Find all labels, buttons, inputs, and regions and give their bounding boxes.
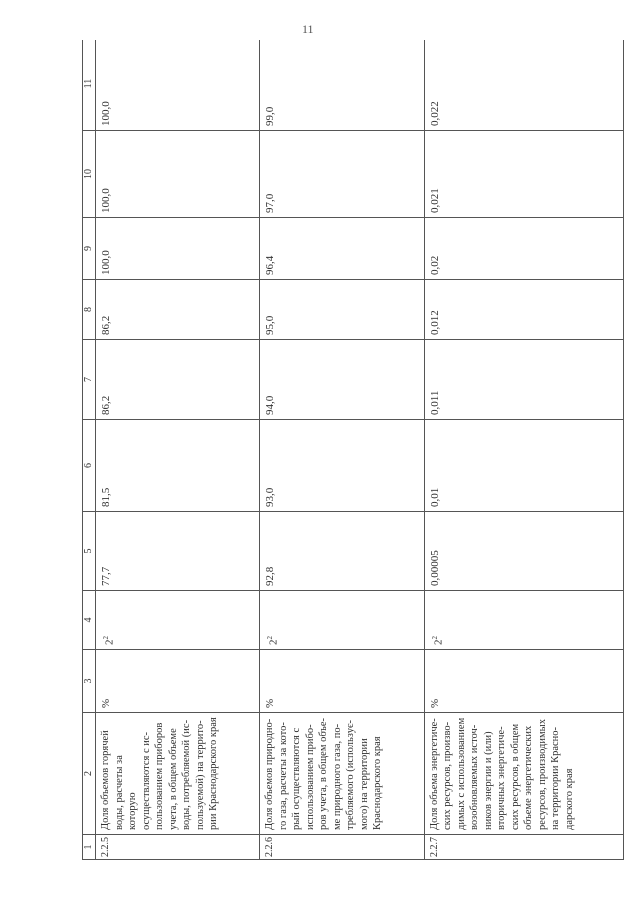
- page-number: 11: [302, 22, 314, 36]
- row-value-8: 86,2: [96, 280, 260, 340]
- row-unit: %: [260, 650, 424, 713]
- row-value-10: 100,0: [96, 131, 260, 218]
- row-unit: %: [96, 650, 260, 713]
- row-value-11: 0,022: [424, 40, 623, 131]
- table-row: [424, 40, 623, 860]
- table-header: [83, 40, 96, 860]
- table-row: [96, 40, 260, 860]
- col-header-10: 10: [83, 131, 96, 218]
- row-note-sup: 2: [266, 636, 275, 640]
- col-header-2: 2: [83, 713, 96, 835]
- col-header-5: 5: [83, 512, 96, 591]
- col-header-7: 7: [83, 340, 96, 420]
- col-header-3: 3: [83, 650, 96, 713]
- row-value-7: 86,2: [96, 340, 260, 420]
- row-value-7: 94,0: [260, 340, 424, 420]
- row-code: 2.2.6: [260, 835, 424, 860]
- row-value-7: 0,011: [424, 340, 623, 420]
- row-code: 2.2.5: [96, 835, 260, 860]
- row-value-6: 81,5: [96, 420, 260, 512]
- indicators-table: [82, 40, 624, 860]
- rotated-table-frame: [82, 40, 624, 860]
- row-note-text: 2: [432, 639, 445, 645]
- row-value-5: 92,8: [260, 512, 424, 591]
- col-header-8: 8: [83, 280, 96, 340]
- row-note-sup: 2: [430, 636, 439, 640]
- col-header-9: 9: [83, 218, 96, 280]
- row-value-10: 97,0: [260, 131, 424, 218]
- row-note: [424, 591, 623, 650]
- header-row: [83, 40, 96, 860]
- row-value-6: 0,01: [424, 420, 623, 512]
- row-value-8: 0,012: [424, 280, 623, 340]
- row-value-9: 100,0: [96, 218, 260, 280]
- row-note-text: 2: [268, 639, 281, 645]
- row-unit: %: [424, 650, 623, 713]
- col-header-11: 11: [83, 40, 96, 131]
- row-indicator-name: Доля объемов природно-го газа, расчеты за кото-рый осуществляются с использованием прибо-ров учета, в общем объе-ме природного газа, по-требляемого (использує-мого) на территории Краснодарского края: [260, 713, 424, 835]
- col-header-6: 6: [83, 420, 96, 512]
- row-indicator-name: Доля объемов горячей воды, расчеты за которую осуществляются с ис-пользованием приборов учета, в общем объеме воды, потребляемой (ис-пользуемой) на террито-рии Краснодарского края: [96, 713, 260, 835]
- row-value-11: 99,0: [260, 40, 424, 131]
- row-value-5: 77,7: [96, 512, 260, 591]
- row-indicator-name: Доля объема энергетиче-ских ресурсов, произво-димых с использованием возобновляемых источ-ников энергии и (или) вторичных энергетиче-ских ресурсов, в общем объеме энергетических ресурсов, производимых на территории Красно-дарского края: [424, 713, 623, 835]
- row-note-text: 2: [103, 639, 116, 645]
- row-code: 2.2.7: [424, 835, 623, 860]
- row-note: [260, 591, 424, 650]
- rotated-table-inner: [82, 40, 624, 860]
- row-value-5: 0,00005: [424, 512, 623, 591]
- row-value-9: 0,02: [424, 218, 623, 280]
- row-value-11: 100,0: [96, 40, 260, 131]
- table-body: [96, 40, 624, 860]
- row-note-sup: 2: [102, 636, 110, 640]
- row-note: [96, 591, 260, 650]
- row-value-10: 0,021: [424, 131, 623, 218]
- col-header-1: 1: [83, 835, 96, 860]
- col-header-4: 4: [83, 591, 96, 650]
- row-value-6: 93,0: [260, 420, 424, 512]
- row-value-9: 96,4: [260, 218, 424, 280]
- row-value-8: 95,0: [260, 280, 424, 340]
- table-row: [260, 40, 424, 860]
